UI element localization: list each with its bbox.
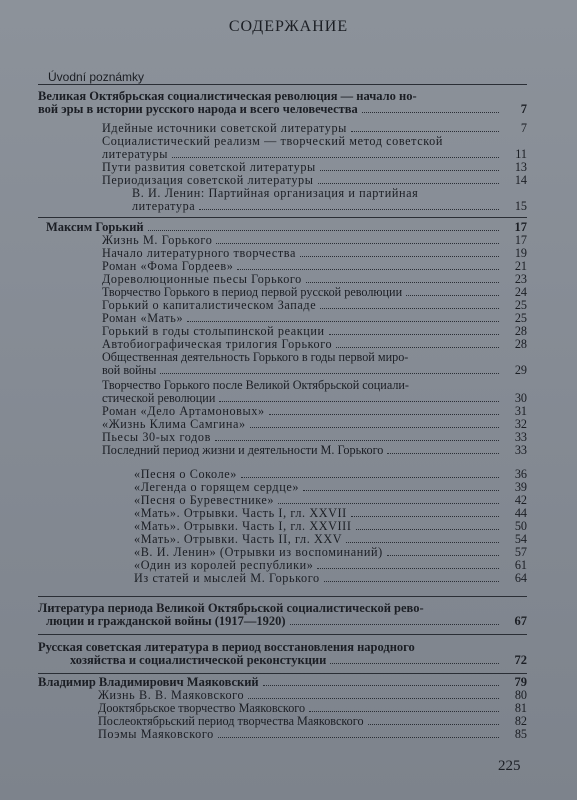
dot-leader xyxy=(269,414,499,415)
dot-leader xyxy=(306,282,499,283)
entry-line: Общественная деятельность Горького в годы первой миро- xyxy=(102,350,409,364)
page-ref: 17 xyxy=(514,233,527,247)
entry-line: «В. И. Ленин» (Отрывки из воспоминаний) xyxy=(134,545,383,559)
page-ref: 32 xyxy=(514,417,527,431)
dot-leader xyxy=(300,256,499,257)
dot-leader xyxy=(199,209,499,210)
page-ref: 30 xyxy=(514,391,527,405)
dot-leader xyxy=(346,542,499,543)
toc-entry xyxy=(134,572,527,585)
toc-entry xyxy=(132,187,527,213)
dot-leader xyxy=(250,427,499,428)
entry-line: Литература периода Великой Октябрьской социалистической рево- xyxy=(38,601,424,615)
dot-leader xyxy=(303,490,499,491)
entry-line: хозяйства и социалистической реконстукции xyxy=(70,653,327,667)
dot-leader xyxy=(320,170,499,171)
entry-line: Владимир Владимирович Маяковский xyxy=(38,675,259,689)
section-divider xyxy=(38,596,527,597)
entry-line: стической революции xyxy=(102,391,216,405)
page-ref: 24 xyxy=(514,285,527,299)
toc-entry-reconstruction-literature xyxy=(38,641,527,667)
entry-line: Пьесы 30-ых годов xyxy=(102,430,211,444)
toc-entry xyxy=(102,135,527,161)
entry-line: Идейные источники советской литературы xyxy=(102,121,347,135)
page-ref: 15 xyxy=(514,199,527,213)
dot-leader xyxy=(187,321,499,322)
dot-leader xyxy=(215,440,499,441)
entry-line: Социалистический реализм — творческий метод советской xyxy=(102,134,443,148)
page-ref: 21 xyxy=(514,259,527,273)
page-ref: 11 xyxy=(515,147,527,161)
page-ref: 14 xyxy=(514,173,527,187)
entry-line: В. И. Ленин: Партийная организация и партийная xyxy=(132,186,419,200)
dot-leader xyxy=(172,157,499,158)
page-ref: 79 xyxy=(514,675,527,689)
section-divider xyxy=(38,84,527,85)
entry-line: «Жизнь Клима Самгина» xyxy=(102,417,246,431)
page-title: СОДЕРЖАНИЕ xyxy=(228,18,349,35)
entry-line: Автобиографическая трилогия Горького xyxy=(102,337,333,351)
page-number: 225 xyxy=(498,758,521,774)
dot-leader xyxy=(263,685,499,686)
entry-line: Из статей и мыслей М. Горького xyxy=(134,571,320,585)
page-ref: 17 xyxy=(514,220,527,234)
dot-leader xyxy=(387,555,499,556)
toc-entry xyxy=(98,728,527,741)
dot-leader xyxy=(336,347,499,348)
page-ref: 50 xyxy=(514,519,527,533)
entry-line: Пути развития советской литературы xyxy=(102,160,316,174)
page-ref: 67 xyxy=(514,614,527,628)
page-ref: 72 xyxy=(514,653,527,667)
page-ref: 7 xyxy=(520,102,527,116)
entry-line: «Мать». Отрывки. Часть I, гл. XXVIII xyxy=(134,519,352,533)
dot-leader xyxy=(351,131,499,132)
entry-line: Периодизация советской литературы xyxy=(102,173,314,187)
page-ref: 29 xyxy=(514,363,527,377)
dot-leader xyxy=(218,737,499,738)
dot-leader xyxy=(317,568,499,569)
entry-line: Дооктябрьское творчество Маяковского xyxy=(98,701,306,715)
entry-line: Роман «Мать» xyxy=(102,311,184,325)
entry-line: литературы xyxy=(102,147,169,161)
page-ref: 7 xyxy=(520,121,527,135)
page-ref: 44 xyxy=(514,506,527,520)
page-ref: 42 xyxy=(514,493,527,507)
dot-leader xyxy=(148,230,499,231)
dot-leader xyxy=(329,334,499,335)
page-ref: 57 xyxy=(514,545,527,559)
entry-line: люции и гражданской войны (1917—1920) xyxy=(46,614,286,628)
entry-line: Великая Октябрьская социалистическая революция — начало но- xyxy=(38,89,417,103)
dot-leader xyxy=(318,183,499,184)
entry-line: Творчество Горького в период первой русской революции xyxy=(102,285,403,299)
entry-line: вой войны xyxy=(102,363,157,377)
entry-line: Дореволюционные пьесы Горького xyxy=(102,272,302,286)
entry-line: Русская советская литература в период восстановления народного xyxy=(38,640,415,654)
dot-leader xyxy=(351,516,499,517)
section-divider xyxy=(38,634,527,635)
section-divider xyxy=(38,673,527,674)
intro-line: Úvodní poznámky xyxy=(48,70,145,84)
dot-leader xyxy=(309,711,499,712)
entry-line: Послеоктябрьский период творчества Маяковского xyxy=(98,714,364,728)
entry-line: Жизнь М. Горького xyxy=(102,233,213,247)
page-ref: 82 xyxy=(514,714,527,728)
dot-leader xyxy=(356,529,499,530)
entry-line: Творчество Горького после Великой Октябрьской социали- xyxy=(102,378,409,392)
page-ref: 19 xyxy=(514,246,527,260)
page-ref: 23 xyxy=(514,272,527,286)
page-ref: 81 xyxy=(514,701,527,715)
entry-line: Роман «Фома Гордеев» xyxy=(102,259,234,273)
entry-line: Последний период жизни и деятельности М. Горького xyxy=(102,443,384,457)
dot-leader xyxy=(320,308,499,309)
toc-entry-revolution xyxy=(38,90,527,116)
entry-line: «Мать». Отрывки. Часть II, гл. XXV xyxy=(134,532,343,546)
entry-line: вой эры в истории русского народа и всего человечества xyxy=(38,102,358,116)
entry-line: Роман «Дело Артамоновых» xyxy=(102,404,265,418)
page-ref: 54 xyxy=(514,532,527,546)
page-ref: 39 xyxy=(514,480,527,494)
dot-leader xyxy=(290,624,499,625)
entry-line: Начало литературного творчества xyxy=(102,246,296,260)
toc-entry xyxy=(102,444,527,457)
page-ref: 28 xyxy=(514,324,527,338)
dot-leader xyxy=(160,373,499,374)
entry-line: «Песня о Соколе» xyxy=(134,467,237,481)
page-ref: 64 xyxy=(514,571,527,585)
page-ref: 33 xyxy=(514,430,527,444)
entry-line: «Мать». Отрывки. Часть I, гл. XXVII xyxy=(134,506,347,520)
page-ref: 28 xyxy=(514,337,527,351)
dot-leader xyxy=(324,581,499,582)
page-ref: 33 xyxy=(514,443,527,457)
entry-line: Максим Горький xyxy=(46,220,144,234)
page-ref: 25 xyxy=(514,298,527,312)
dot-leader xyxy=(387,453,499,454)
dot-leader xyxy=(216,243,499,244)
dot-leader xyxy=(362,112,499,113)
dot-leader xyxy=(406,295,499,296)
entry-line: «Песня о Буревестнике» xyxy=(134,493,275,507)
dot-leader xyxy=(368,724,499,725)
toc-entry-revolution-literature xyxy=(38,602,527,628)
dot-leader xyxy=(248,698,499,699)
page-ref: 36 xyxy=(514,467,527,481)
entry-line: «Легенда о горящем сердце» xyxy=(134,480,300,494)
dot-leader xyxy=(237,269,499,270)
entry-line: Горький в годы столыпинской реакции xyxy=(102,324,325,338)
entry-line: Жизнь В. В. Маяковского xyxy=(98,688,245,702)
entry-line: литература xyxy=(132,199,196,213)
entry-line: Поэмы Маяковского xyxy=(98,727,214,741)
page-ref: 61 xyxy=(514,558,527,572)
page-ref: 31 xyxy=(514,404,527,418)
page-ref: 25 xyxy=(514,311,527,325)
toc-entry xyxy=(102,351,527,377)
page-ref: 13 xyxy=(514,160,527,174)
page-ref: 80 xyxy=(514,688,527,702)
page-ref: 85 xyxy=(514,727,527,741)
dot-leader xyxy=(330,663,499,664)
dot-leader xyxy=(278,503,499,504)
section-divider xyxy=(38,217,527,218)
toc-entry xyxy=(102,379,527,405)
entry-line: Горький о капиталистическом Западе xyxy=(102,298,317,312)
dot-leader xyxy=(219,401,499,402)
dot-leader xyxy=(241,477,499,478)
entry-line: «Один из королей республики» xyxy=(134,558,314,572)
